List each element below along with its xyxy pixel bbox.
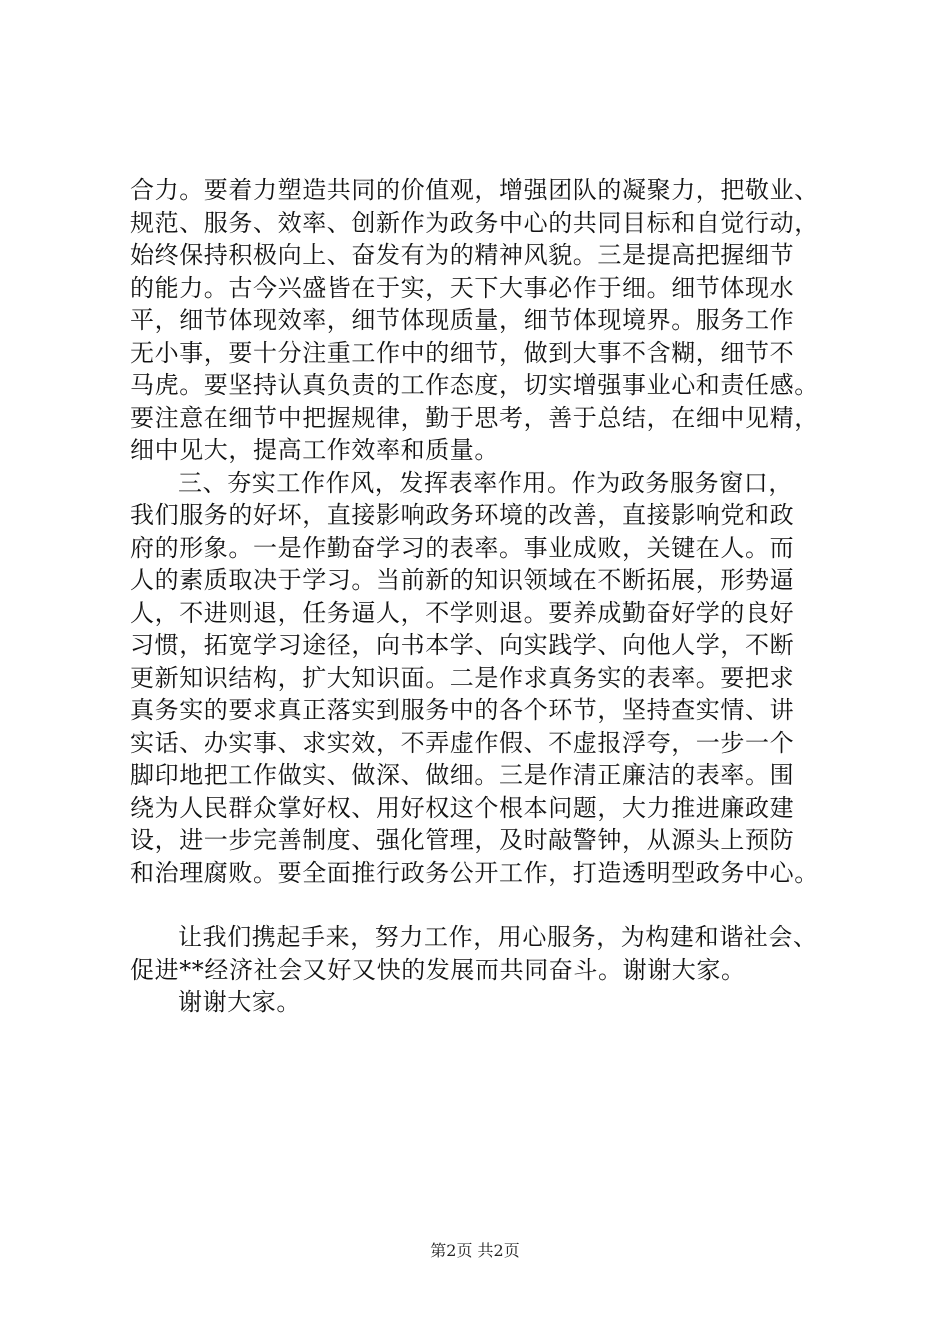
text-line: 合力。要着力塑造共同的价值观，增强团队的凝聚力，把敬业、	[130, 176, 819, 204]
paragraph-2	[130, 467, 830, 890]
text-line: 设，进一步完善制度、强化管理，及时敲警钟，从源头上预防	[130, 826, 795, 854]
text-line: 府的形象。一是作勤奋学习的表率。事业成败，关键在人。而	[130, 533, 795, 562]
text-line: 脚印地把工作做实、做深、做细。三是作清正廉洁的表率。围	[130, 761, 795, 789]
text-line: 三、夯实工作作风，发挥表率作用。作为政务服务窗口，	[178, 468, 793, 497]
text-line: 谢谢大家。	[178, 988, 301, 1016]
text-line: 我们服务的好坏，直接影响政务环境的改善，直接影响党和政	[130, 501, 795, 529]
paragraph-3	[130, 921, 830, 986]
text-line: 无小事，要十分注重工作中的细节，做到大事不含糊，细节不	[130, 338, 795, 367]
text-line: 要注意在细节中把握规律，勤于思考，善于总结，在细中见精，	[130, 403, 819, 432]
text-line: 习惯，拓宽学习途径，向书本学、向实践学、向他人学，不断	[130, 631, 795, 659]
text-line: 始终保持积极向上、奋发有为的精神风貌。三是提高把握细节	[130, 241, 795, 269]
text-line: 规范、服务、效率、创新作为政务中心的共同目标和自觉行动，	[130, 208, 819, 237]
paragraph-spacer	[130, 889, 830, 921]
text-line: 人，不进则退，任务逼人，不学则退。要养成勤奋好学的良好	[130, 598, 795, 627]
text-line: 人的素质取决于学习。当前新的知识领域在不断拓展，形势逼	[130, 566, 795, 594]
text-line: 促进**经济社会又好又快的发展而共同奋斗。谢谢大家。	[130, 955, 746, 984]
text-line: 的能力。古今兴盛皆在于实，天下大事必作于细。细节体现水	[130, 273, 795, 302]
text-line: 马虎。要坚持认真负责的工作态度，切实增强事业心和责任感。	[130, 371, 819, 399]
text-line: 更新知识结构，扩大知识面。二是作求真务实的表率。要把求	[130, 663, 795, 692]
text-line: 让我们携起手来，努力工作，用心服务，为构建和谐社会、	[178, 923, 818, 951]
page-number-footer: 第2页 共2页	[430, 1241, 520, 1260]
text-line: 细中见大，提高工作效率和质量。	[130, 436, 499, 464]
document-body	[130, 174, 830, 1019]
paragraph-4	[130, 986, 830, 1019]
text-line: 和治理腐败。要全面推行政务公开工作，打造透明型政务中心。	[130, 858, 819, 887]
text-line: 实话、办实事、求实效，不弄虚作假、不虚报浮夸，一步一个	[130, 728, 795, 757]
text-line: 真务实的要求真正落实到服务中的各个环节，坚持查实情、讲	[130, 696, 795, 724]
text-line: 平，细节体现效率，细节体现质量，细节体现境界。服务工作	[130, 306, 795, 334]
text-line: 绕为人民群众掌好权、用好权这个根本问题，大力推进廉政建	[130, 793, 795, 822]
paragraph-1	[130, 174, 830, 467]
